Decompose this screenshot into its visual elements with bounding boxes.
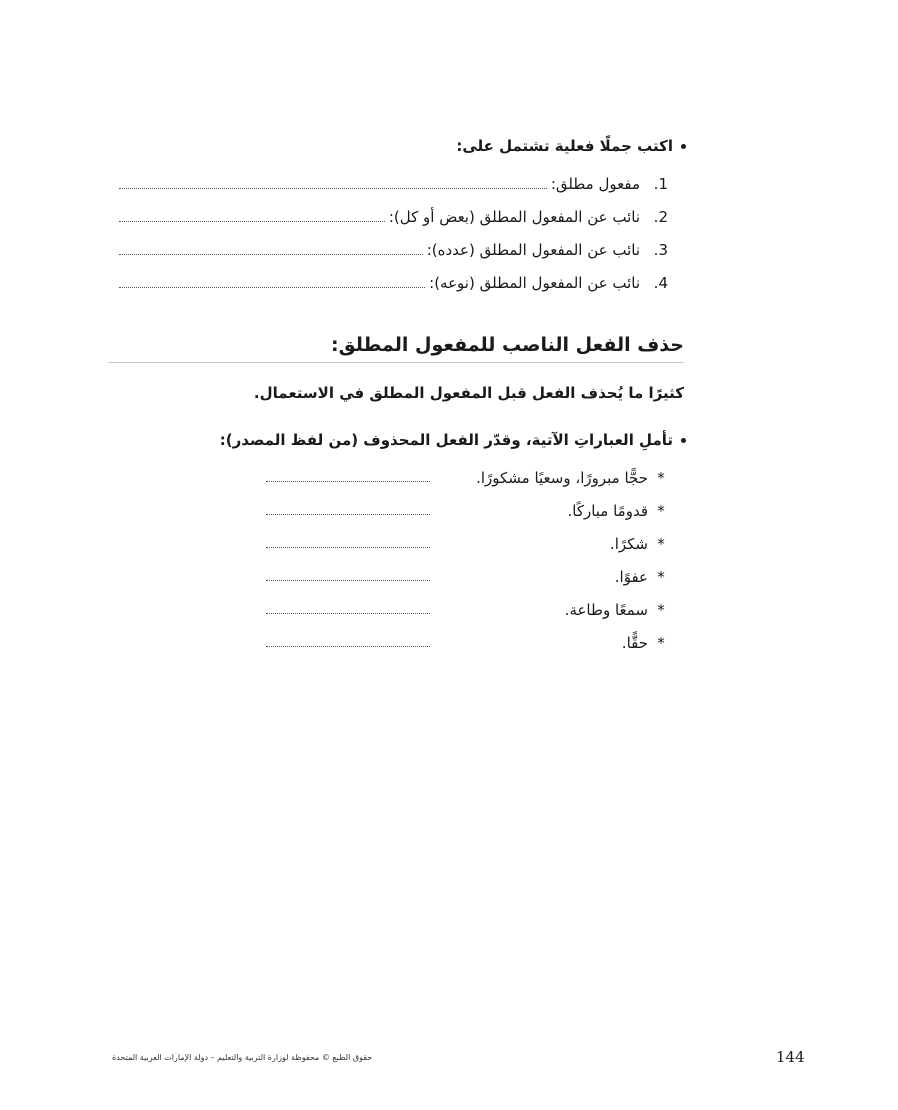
asterisk-icon: *	[657, 535, 665, 553]
bullet-icon	[681, 144, 686, 149]
item-number: 2.	[653, 208, 668, 226]
exercise-one-item-2	[119, 204, 668, 226]
answer-line[interactable]	[119, 287, 425, 288]
section-intro: كثيرًا ما يُحذف الفعل قبل المفعول المطلق في الاستعمال.	[253, 384, 684, 402]
copyright-notice: حقوق الطبع © محفوظة لوزارة التربية والتعليم – دولة الإمارات العربية المتحدة	[112, 1053, 373, 1062]
asterisk-icon: *	[657, 601, 665, 619]
exercise-two-item-1	[476, 465, 668, 487]
exercise-two-item-2	[567, 498, 668, 520]
exercise-one-item-1	[119, 171, 668, 193]
exercise-two-heading: تأملِ العباراتِ الآتية، وقدّر الفعل المحذوف (من لفظ المصدر):	[220, 431, 686, 449]
exercise-two-item-3	[610, 531, 668, 553]
item-number: 3.	[653, 241, 668, 259]
answer-line[interactable]	[266, 547, 430, 548]
answer-line[interactable]	[119, 221, 385, 222]
exercise-one-heading: اكتب جملًا فعلية تشتمل على:	[456, 137, 686, 155]
item-text: حجًّا مبرورًا، وسعيًا مشكورًا.	[476, 469, 648, 487]
answer-line[interactable]	[119, 188, 547, 189]
answer-line[interactable]	[266, 580, 430, 581]
exercise-one-item-4	[119, 270, 668, 292]
item-text: قدومًا مباركًا.	[567, 502, 648, 520]
section-title: حذف الفعل الناصب للمفعول المطلق:	[330, 334, 684, 356]
exercise-two-item-4	[615, 564, 668, 586]
item-number: 1.	[653, 175, 668, 193]
answer-line[interactable]	[266, 646, 430, 647]
item-text: نائب عن المفعول المطلق (بعض أو كل):	[388, 208, 640, 226]
item-text: سمعًا وطاعة.	[564, 601, 648, 619]
bullet-icon	[681, 438, 686, 443]
exercise-one-item-3	[119, 237, 668, 259]
item-text: حقًّا.	[621, 634, 648, 652]
answer-line[interactable]	[119, 254, 423, 255]
asterisk-icon: *	[657, 568, 665, 586]
section-divider	[108, 362, 684, 363]
item-text: نائب عن المفعول المطلق (نوعه):	[429, 274, 640, 292]
item-text: شكرًا.	[609, 535, 648, 553]
asterisk-icon: *	[657, 469, 665, 487]
asterisk-icon: *	[657, 502, 665, 520]
answer-line[interactable]	[266, 481, 430, 482]
page-number: 144	[776, 1048, 805, 1066]
exercise-two-item-6	[622, 630, 668, 652]
answer-line[interactable]	[266, 613, 430, 614]
asterisk-icon: *	[657, 634, 665, 652]
item-text: نائب عن المفعول المطلق (عدده):	[426, 241, 640, 259]
exercise-two-item-5	[565, 597, 668, 619]
item-text: مفعول مطلق:	[550, 175, 640, 193]
item-text: عفوًا.	[614, 568, 648, 586]
item-number: 4.	[653, 274, 668, 292]
answer-line[interactable]	[266, 514, 430, 515]
